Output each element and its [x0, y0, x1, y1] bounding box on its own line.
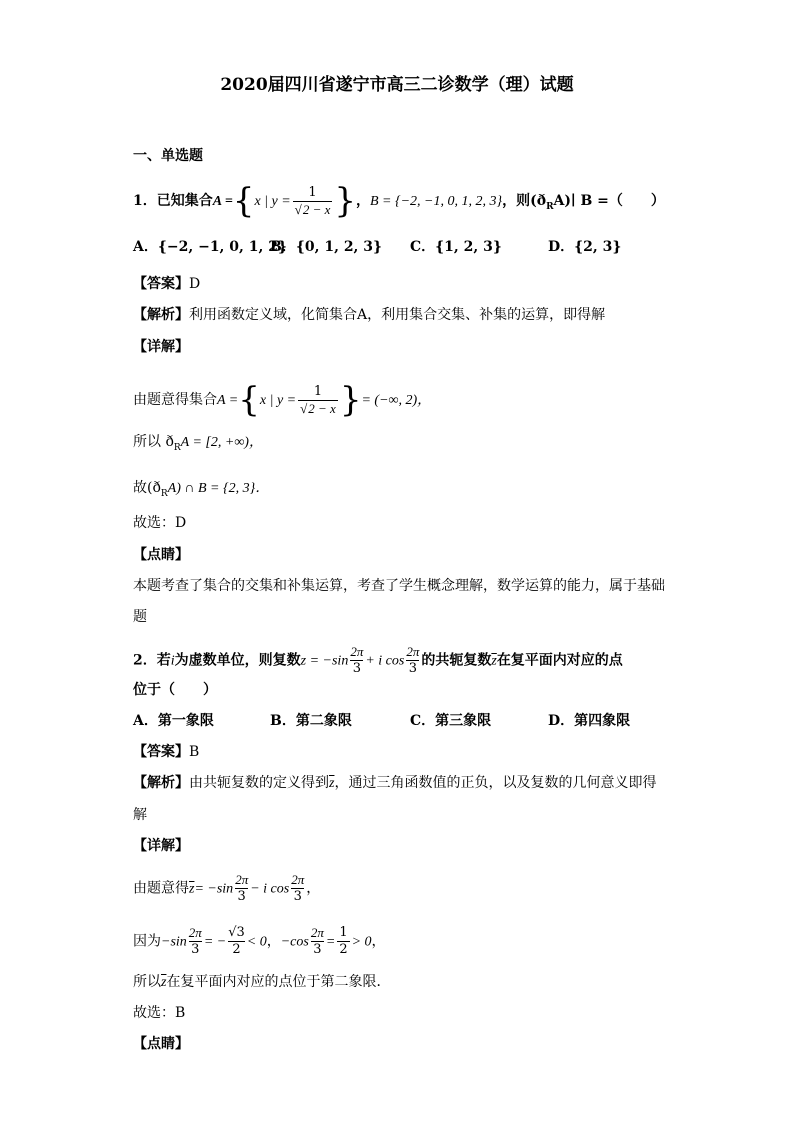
q2-s2f1-num: 2π: [188, 925, 202, 940]
q1-step1-prefix: 由题意得集合: [133, 392, 217, 408]
q2-s1f2-den: 3: [291, 888, 304, 905]
q2-stem3: 在复平面内对应的点: [496, 652, 623, 669]
page-title: 2020届四川省遂宁市高三二诊数学（理）试题: [220, 75, 574, 95]
q2-step1-frac1: [235, 872, 248, 905]
left-brace-icon: {: [232, 181, 255, 221]
q2-step3-zbar: $\overline{z}$: [161, 975, 167, 990]
q1-step3-b: A) ∩ B = {2, 3}．: [167, 481, 270, 496]
q2-label: 2．若: [133, 652, 171, 669]
q2-sqrt3: √3: [228, 925, 245, 940]
q2-step2-b: −cos: [280, 934, 309, 950]
q2-step2-gt: > 0: [351, 934, 372, 950]
q2-expr1: z = −sin: [300, 653, 349, 669]
right-brace-icon: }: [334, 181, 356, 221]
q1-step1: [133, 380, 432, 420]
q2-one: 1: [339, 925, 348, 940]
q1-frac-num: 1: [308, 184, 317, 200]
q2-den2: 2: [228, 941, 245, 958]
q2-step1-zbar: $\overline{z}$: [189, 881, 195, 897]
q2-step3-prefix: 所以: [133, 974, 161, 990]
q1-step1-den: √2 − x: [300, 400, 336, 416]
q1-set-var: x | y =: [254, 194, 291, 209]
q1-tail2: A)∣ B =（ ）: [553, 193, 665, 209]
q1-option-b[interactable]: B．{0, 1, 2, 3}: [270, 239, 383, 255]
q1-answer: [133, 274, 200, 294]
q1-step2-sub: R: [173, 442, 181, 453]
q2-stem-line2: 位于（ ）: [133, 682, 217, 698]
q1-comment-tag: 【点睛】: [133, 547, 189, 563]
q2-step1-prefix: 由题意得: [133, 880, 189, 897]
q1-step3-a: 故(ð: [133, 480, 161, 496]
q1-sqrt: 2 − x: [302, 201, 331, 217]
q2-detail-tag: 【详解】: [133, 838, 189, 854]
answer-tag: 【答案】: [133, 276, 189, 292]
q1-choose: 故选：D: [133, 515, 187, 531]
q1-frac-den: √2 − x: [294, 201, 331, 217]
q2-analysis-zbar: $\overline{z}$: [329, 776, 335, 791]
q2-step2-frac3: [311, 925, 324, 958]
q1-step1-result: = (−∞, 2)，: [361, 393, 432, 408]
q1-step2: [133, 432, 263, 458]
analysis-tag: 【解析】: [133, 307, 189, 323]
q2-frac2-num: 2π: [406, 644, 420, 659]
q2-option-c[interactable]: C．第三象限: [410, 713, 492, 729]
q1-step2-b: A = [2, +∞)，: [180, 435, 263, 450]
q2-frac1-den: 3: [350, 660, 363, 677]
q2-analysis-b: ，通过三角函数值的正负，以及复数的几何意义即得: [334, 775, 657, 791]
q2-frac2: [406, 644, 419, 677]
q2-analysis-a: 由共轭复数的定义得到: [189, 775, 329, 791]
left-brace-icon: {: [238, 380, 260, 420]
q2-step1-end: ，: [306, 880, 321, 897]
q1-set-b: B = {−2, −1, 0, 1, 2, 3}: [370, 194, 503, 209]
q2-step2-comma: ，: [266, 933, 281, 950]
q2-step1-mid: − i cos: [250, 881, 290, 897]
q1-option-a[interactable]: A．{−2, −1, 0, 1, 2}: [133, 239, 288, 255]
q1-sub: R: [546, 201, 554, 212]
q2-s2f3-num: 2π: [310, 925, 324, 940]
q2-s2f3-den: 3: [311, 941, 324, 958]
q1-label: 1．已知集合: [133, 193, 213, 209]
answer-value: D: [189, 276, 201, 292]
q2-zbar: $\overline{z}$: [491, 653, 497, 669]
q1-comment-line1: 本题考查了集合的交集和补集运算，考查了学生概念理解，数学运算的能力，属于基础: [133, 578, 665, 594]
q2-step2: 因为−sin $\frac{2\pi}{3}$ = − $\frac{√3}{2}$ < 0，−cos $\frac{2\pi}{3}$ = $\frac{1}{2}$ > 0，: [133, 925, 386, 957]
q1-option-d[interactable]: D．{2, 3}: [548, 239, 622, 255]
q1-step3: [133, 478, 269, 504]
answer-value: B: [189, 744, 200, 760]
q2-choose: 故选：B: [133, 1005, 186, 1021]
q2-expr2: + i cos: [365, 653, 405, 669]
q1-step1-var: x | y =: [259, 393, 297, 408]
q2-step1-expr: = −sin: [194, 881, 234, 897]
q2-i: i: [170, 653, 175, 669]
section-heading: 一、单选题: [133, 148, 203, 164]
q1-step2-a: 所以 ð: [133, 434, 174, 450]
q2-step2-eq: = −: [203, 934, 227, 950]
q2-frac1: [350, 644, 363, 677]
q1-tail: ，则(ð: [502, 193, 547, 209]
q2-step2-frac2: [228, 925, 245, 958]
q2-stem2: 的共轭复数: [421, 652, 492, 669]
analysis-tag: 【解析】: [133, 775, 189, 791]
q2-s1f1-den: 3: [235, 888, 248, 905]
q1-detail-tag: 【详解】: [133, 339, 189, 355]
q1-step1-frac: [298, 384, 338, 417]
q2-option-d[interactable]: D．第四象限: [548, 713, 631, 729]
q2-step3: [133, 972, 390, 993]
q2-stem1: 为虚数单位，则复数: [174, 652, 301, 669]
q2-s1f1-num: 2π: [235, 872, 249, 887]
q1-step1-a: A =: [217, 393, 239, 408]
q2-frac1-num: 2π: [350, 644, 364, 659]
q2-step1: [133, 872, 320, 905]
q2-step2-a: −sin: [161, 934, 187, 950]
q1-sep: ，: [356, 193, 370, 209]
q2-analysis: [133, 773, 656, 794]
q1-analysis: [133, 305, 605, 325]
q2-option-a[interactable]: A．第一象限: [133, 713, 214, 729]
q1-comment-line2: 题: [133, 609, 147, 625]
q2-step1-frac2: [291, 872, 304, 905]
q2-step3-rest: 在复平面内对应的点位于第二象限．: [166, 974, 391, 990]
q1-set-a: A =: [212, 194, 233, 209]
q2-step2-lt: < 0: [246, 934, 267, 950]
q2-option-b[interactable]: B．第二象限: [270, 713, 352, 729]
q2-den2b: 2: [339, 942, 348, 957]
q2-analysis-line2: 解: [133, 807, 147, 823]
right-brace-icon: }: [339, 380, 362, 420]
q2-comment-tag: 【点睛】: [133, 1036, 189, 1052]
q2-step2-frac1: [189, 925, 202, 958]
q1-option-c[interactable]: C．{1, 2, 3}: [410, 239, 502, 255]
q2-answer: [133, 742, 199, 762]
q1-stem: [133, 181, 665, 221]
q1-step1-sqrt: 2 − x: [308, 400, 336, 416]
q2-s2f1-den: 3: [189, 941, 202, 958]
q2-stem: [133, 644, 623, 677]
answer-tag: 【答案】: [133, 744, 189, 760]
analysis-text: 利用函数定义域，化简集合A，利用集合交集、补集的运算，即得解: [189, 307, 606, 323]
q2-step2-end: ，: [371, 933, 386, 950]
q1-fraction: [293, 185, 333, 218]
q1-step1-num: 1: [313, 383, 323, 399]
q2-step2-prefix: 因为: [133, 933, 161, 950]
q2-s1f2-num: 2π: [291, 872, 305, 887]
q2-frac2-den: 3: [406, 660, 419, 677]
q2-step2-frac4: [337, 925, 349, 958]
q1-step3-sub: R: [160, 488, 168, 499]
